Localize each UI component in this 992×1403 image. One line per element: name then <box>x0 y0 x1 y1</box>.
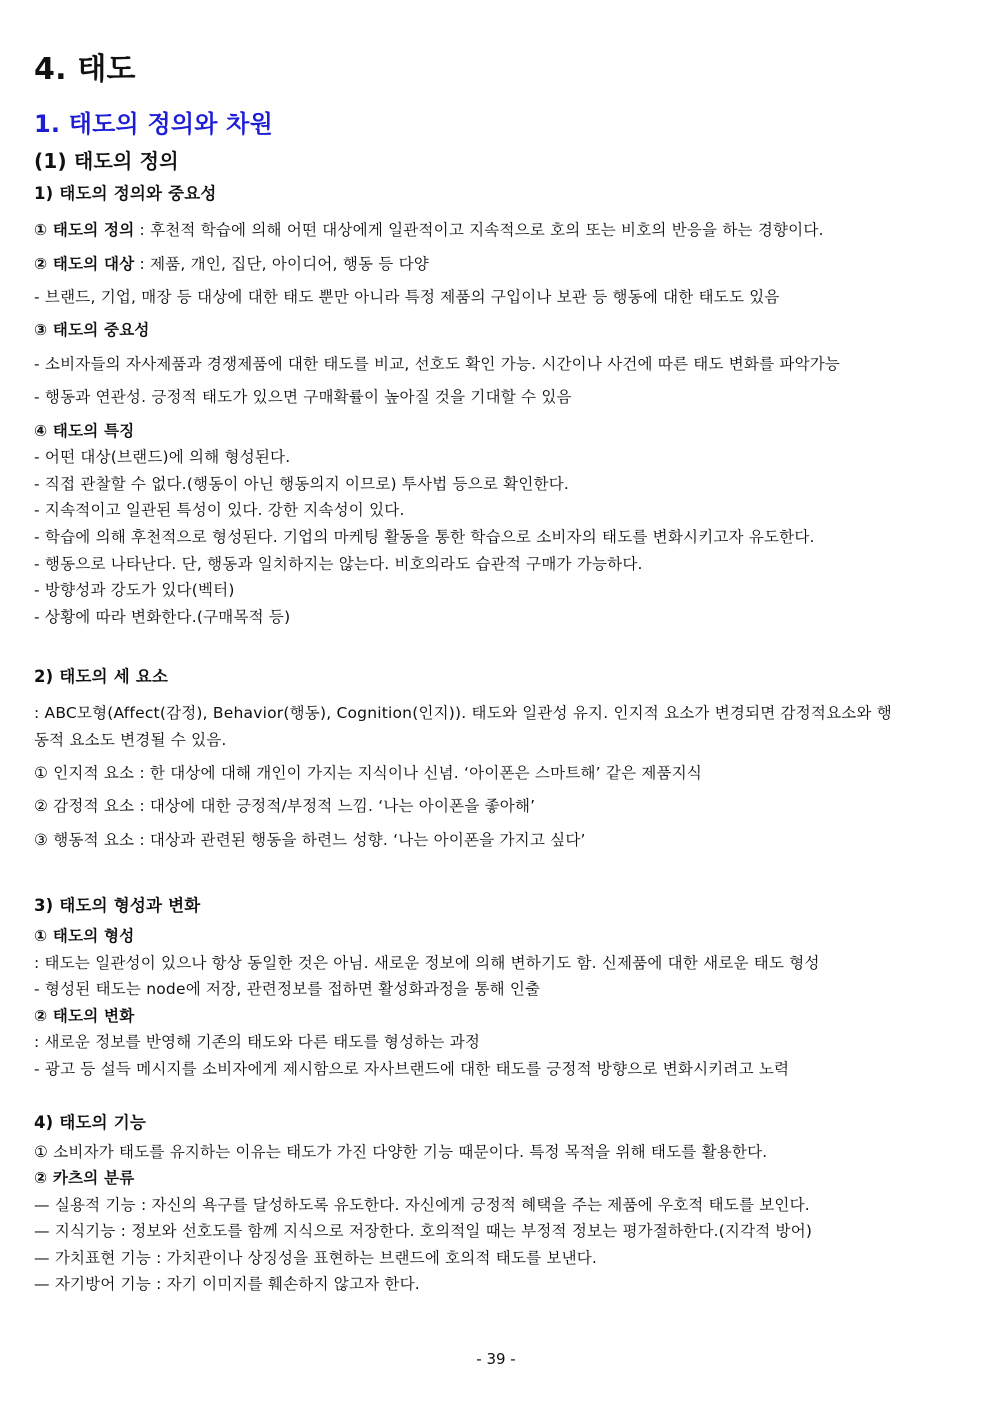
formation-label: ① 태도의 형성 <box>34 927 135 945</box>
feature-line: - 직접 관찰할 수 없다.(행동이 아닌 행동의지 이므로) 투사법 등으로 확인한다. <box>34 475 570 493</box>
component-item: ③ 행동적 요소 : 대상과 관련된 행동을 하련느 성향. ‘나는 아이폰을 가지고 싶다’ <box>34 831 586 849</box>
change-line: : 새로운 정보를 반영해 기존의 태도와 다른 태도를 형성하는 과정 <box>34 1033 481 1051</box>
component-item: ① 인지적 요소 : 한 대상에 대해 개인이 가지는 지식이나 신념. ‘아이폰은 스마트해’ 같은 제품지식 <box>34 764 703 782</box>
chapter-title: 4. 태도 <box>34 52 136 87</box>
heading-functions: 4) 태도의 기능 <box>34 1113 147 1132</box>
abc-intro-line: 동적 요소도 변경될 수 있음. <box>34 731 227 749</box>
functions-intro: ① 소비자가 태도를 유지하는 이유는 태도가 가진 다양한 기능 때문이다. 특정 목적을 위해 태도를 활용한다. <box>34 1143 768 1161</box>
page-number: - 39 - <box>476 1350 516 1368</box>
feature-line: - 어떤 대상(브랜드)에 의해 형성된다. <box>34 448 291 466</box>
object-label: ② 태도의 대상 <box>34 255 135 273</box>
katz-item: — 실용적 기능 : 자신의 욕구를 달성하도록 유도한다. 자신에게 긍정적 혜택을 주는 제품에 우호적 태도를 보인다. <box>34 1196 810 1214</box>
importance-line: - 소비자들의 자사제품과 경쟁제품에 대한 태도를 비교, 선호도 확인 가능. 시간이나 사건에 따른 태도 변화를 파악가능 <box>34 355 841 373</box>
importance-line: - 행동과 연관성. 긍정적 태도가 있으면 구매확률이 높아질 것을 기대할 수 있음 <box>34 388 572 406</box>
feature-line: - 상황에 따라 변화한다.(구매목적 등) <box>34 608 291 626</box>
component-item: ② 감정적 요소 : 대상에 대한 긍정적/부정적 느낌. ‘나는 아이폰을 좋아해’ <box>34 797 536 815</box>
feature-line: - 방향성과 강도가 있다(벡터) <box>34 581 235 599</box>
heading-formation-change: 3) 태도의 형성과 변화 <box>34 896 201 915</box>
subsection-title: (1) 태도의 정의 <box>34 149 179 173</box>
object-note: - 브랜드, 기업, 매장 등 대상에 대한 태도 뿐만 아니라 특정 제품의 구입이나 보관 등 행동에 대한 태도도 있음 <box>34 288 780 306</box>
section-title: 1. 태도의 정의와 차원 <box>34 110 273 138</box>
katz-item: — 가치표현 기능 : 가치관이나 상징성을 표현하는 브랜드에 호의적 태도를 보낸다. <box>34 1249 598 1267</box>
feature-line: - 지속적이고 일관된 특성이 있다. 강한 지속성이 있다. <box>34 501 405 519</box>
object-line <box>34 254 429 274</box>
feature-line: - 학습에 의해 후천적으로 형성된다. 기업의 마케팅 활동을 통한 학습으로 소비자의 태도를 변화시키고자 유도한다. <box>34 528 815 546</box>
object-text: : 제품, 개인, 집단, 아이디어, 행동 등 다양 <box>134 255 429 273</box>
abc-intro-line: : ABC모형(Affect(감정), Behavior(행동), Cognition(인지)). 태도와 일관성 유지. 인지적 요소가 변경되면 감정적요소와 행 <box>34 704 892 722</box>
katz-item: — 자기방어 기능 : 자기 이미지를 훼손하지 않고자 한다. <box>34 1275 420 1293</box>
definition-line <box>34 220 824 240</box>
change-label: ② 태도의 변화 <box>34 1007 135 1025</box>
heading-three-components: 2) 태도의 세 요소 <box>34 667 169 686</box>
importance-label: ③ 태도의 중요성 <box>34 321 150 339</box>
definition-label: ① 태도의 정의 <box>34 221 135 239</box>
katz-item: — 지식기능 : 정보와 선호도를 함께 지식으로 저장한다. 호의적일 때는 부정적 정보는 평가절하한다.(지각적 방어) <box>34 1222 813 1240</box>
features-label: ④ 태도의 특징 <box>34 422 135 440</box>
formation-line: - 형성된 태도는 node에 저장, 관련정보를 접하면 활성화과정을 통해 인출 <box>34 980 541 998</box>
heading-definition-importance: 1) 태도의 정의와 중요성 <box>34 184 217 203</box>
change-line: - 광고 등 설득 메시지를 소비자에게 제시함으로 자사브랜드에 대한 태도를 긍정적 방향으로 변화시키려고 노력 <box>34 1060 790 1078</box>
katz-label: ② 카츠의 분류 <box>34 1169 135 1187</box>
definition-text: : 후천적 학습에 의해 어떤 대상에게 일관적이고 지속적으로 호의 또는 비호의 반응을 하는 경향이다. <box>134 221 824 239</box>
feature-line: - 행동으로 나타난다. 단, 행동과 일치하지는 않는다. 비호의라도 습관적 구매가 가능하다. <box>34 555 643 573</box>
formation-line: : 태도는 일관성이 있으나 항상 동일한 것은 아님. 새로운 정보에 의해 변하기도 함. 신제품에 대한 새로운 태도 형성 <box>34 954 820 972</box>
